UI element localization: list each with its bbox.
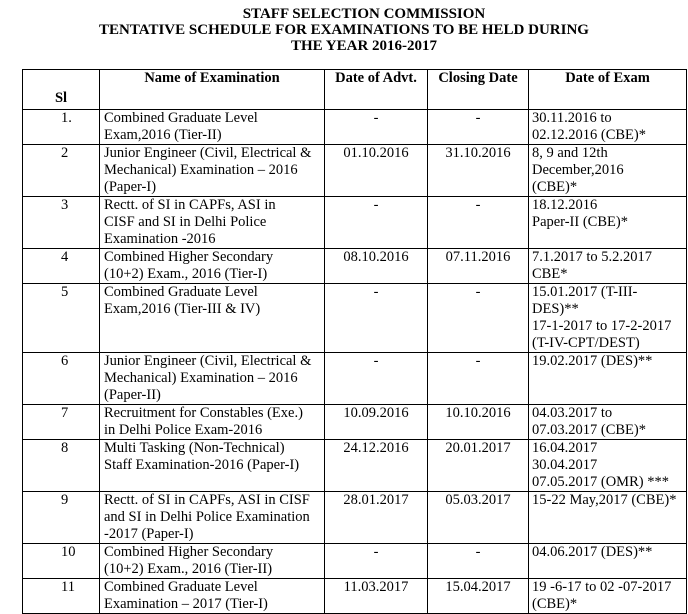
doc-title-line1: STAFF SELECTION COMMISSION — [242, 6, 486, 22]
cell-closing-date: 20.01.2017 — [428, 440, 529, 492]
cell-exam-date-line: 8, 9 and 12th — [532, 145, 608, 161]
cell-exam-name — [100, 284, 325, 353]
cell-exam-name-line: Multi Tasking (Non-Technical) — [104, 440, 285, 456]
cell-advt-date: 10.09.2016 — [325, 405, 428, 440]
cell-exam-date — [529, 249, 687, 284]
cell-exam-date — [529, 579, 687, 614]
cell-advt-date: 28.01.2017 — [325, 492, 428, 544]
cell-exam-date-line: 7.1.2017 to 5.2.2017 — [532, 249, 653, 265]
col-header-name: Name of Examination — [100, 70, 325, 110]
cell-exam-name-line: (Paper-II) — [104, 387, 161, 403]
cell-advt-date: - — [325, 353, 428, 405]
cell-sl: 9 — [23, 492, 100, 544]
cell-exam-name-line: Recruitment for Constables (Exe.) — [104, 405, 303, 421]
cell-exam-date-line: 07.05.2017 (OMR) *** — [532, 474, 669, 490]
cell-advt-date: - — [325, 110, 428, 145]
cell-exam-date-line: 04.03.2017 to — [532, 405, 613, 421]
table-row — [23, 284, 687, 353]
cell-exam-date-line: 30.04.2017 — [532, 457, 598, 473]
cell-exam-date-line: (T-IV-CPT/DEST) — [532, 335, 640, 351]
cell-exam-name-line: Combined Higher Secondary — [104, 249, 274, 265]
cell-exam-date — [529, 544, 687, 579]
cell-exam-date-line: Paper-II (CBE)* — [532, 214, 628, 230]
cell-exam-name-line: Junior Engineer (Civil, Electrical & — [104, 353, 312, 369]
cell-exam-name-line: Exam,2016 (Tier-II) — [104, 127, 222, 143]
cell-exam-name — [100, 145, 325, 197]
cell-exam-date — [529, 284, 687, 353]
table-row — [23, 249, 687, 284]
cell-closing-date: - — [428, 544, 529, 579]
doc-title-line2: TENTATIVE SCHEDULE FOR EXAMINATIONS TO BE HELD DURING — [99, 22, 589, 38]
cell-exam-name — [100, 405, 325, 440]
col-header-advt: Date of Advt. — [325, 70, 428, 110]
cell-exam-date-line: 30.11.2016 to — [532, 110, 612, 126]
table-row — [23, 440, 687, 492]
cell-exam-date-line: 04.06.2017 (DES)** — [532, 544, 653, 560]
cell-closing-date: 07.11.2016 — [428, 249, 529, 284]
cell-exam-name-line: (Paper-I) — [104, 179, 157, 195]
cell-advt-date: - — [325, 197, 428, 249]
cell-sl: 2 — [23, 145, 100, 197]
cell-exam-name-line: in Delhi Police Exam-2016 — [104, 422, 263, 438]
cell-exam-name-line: Rectt. of SI in CAPFs, ASI in CISF — [104, 492, 310, 508]
table-row — [23, 544, 687, 579]
cell-exam-name — [100, 110, 325, 145]
cell-advt-date: 08.10.2016 — [325, 249, 428, 284]
cell-exam-date-line: (CBE)* — [532, 596, 578, 612]
cell-exam-name-line: (10+2) Exam., 2016 (Tier-I) — [104, 266, 268, 282]
cell-closing-date: - — [428, 284, 529, 353]
cell-closing-date: 10.10.2016 — [428, 405, 529, 440]
cell-exam-name — [100, 353, 325, 405]
cell-exam-name-line: Combined Graduate Level — [104, 579, 258, 595]
table-body — [23, 110, 687, 614]
cell-exam-name-line: Examination – 2017 (Tier-I) — [104, 596, 268, 612]
cell-advt-date: - — [325, 284, 428, 353]
cell-exam-date-line: 16.04.2017 — [532, 440, 598, 456]
cell-exam-date — [529, 440, 687, 492]
cell-exam-name — [100, 492, 325, 544]
cell-exam-date-line: 15.01.2017 (T-III- — [532, 284, 638, 300]
cell-sl: 1. — [23, 110, 100, 145]
cell-sl: 5 — [23, 284, 100, 353]
cell-exam-name-line: (10+2) Exam., 2016 (Tier-II) — [104, 561, 273, 577]
cell-exam-name-line: CISF and SI in Delhi Police — [104, 214, 267, 230]
cell-sl: 6 — [23, 353, 100, 405]
cell-closing-date: 15.04.2017 — [428, 579, 529, 614]
table-row — [23, 579, 687, 614]
cell-sl: 11 — [23, 579, 100, 614]
cell-exam-name-line: Combined Higher Secondary — [104, 544, 274, 560]
cell-exam-name-line: and SI in Delhi Police Examination — [104, 509, 310, 525]
doc-title-line3: THE YEAR 2016-2017 — [290, 38, 438, 54]
cell-exam-name-line: -2017 (Paper-I) — [104, 526, 194, 542]
cell-closing-date: - — [428, 353, 529, 405]
table-header-row — [23, 70, 687, 110]
cell-exam-date-line: CBE* — [532, 266, 568, 282]
cell-exam-name — [100, 544, 325, 579]
cell-closing-date: - — [428, 197, 529, 249]
cell-advt-date: 01.10.2016 — [325, 145, 428, 197]
cell-advt-date: - — [325, 544, 428, 579]
cell-exam-date-line: 18.12.2016 — [532, 197, 598, 213]
cell-exam-date-line: 02.12.2016 (CBE)* — [532, 127, 646, 143]
cell-exam-date — [529, 197, 687, 249]
table-row — [23, 145, 687, 197]
col-header-closing: Closing Date — [428, 70, 529, 110]
cell-exam-date-line: December,2016 — [532, 162, 624, 178]
cell-exam-date-line: 19.02.2017 (DES)** — [532, 353, 653, 369]
cell-exam-date — [529, 145, 687, 197]
cell-exam-name — [100, 197, 325, 249]
cell-exam-name-line: Examination -2016 — [104, 231, 216, 247]
cell-exam-name-line: Combined Graduate Level — [104, 284, 258, 300]
cell-exam-name — [100, 440, 325, 492]
cell-sl: 4 — [23, 249, 100, 284]
cell-exam-name-line: Mechanical) Examination – 2016 — [104, 162, 298, 178]
cell-exam-date-line: DES)** — [532, 301, 579, 317]
cell-exam-date — [529, 353, 687, 405]
table-row — [23, 353, 687, 405]
cell-exam-name-line: Combined Graduate Level — [104, 110, 258, 126]
cell-sl: 8 — [23, 440, 100, 492]
cell-closing-date: 05.03.2017 — [428, 492, 529, 544]
cell-exam-date-line: (CBE)* — [532, 179, 578, 195]
cell-exam-date-line: 07.03.2017 (CBE)* — [532, 422, 646, 438]
cell-exam-date — [529, 492, 687, 544]
cell-exam-name-line: Mechanical) Examination – 2016 — [104, 370, 298, 386]
exam-schedule-table — [22, 69, 687, 614]
cell-sl: 10 — [23, 544, 100, 579]
cell-advt-date: 24.12.2016 — [325, 440, 428, 492]
cell-advt-date: 11.03.2017 — [325, 579, 428, 614]
cell-exam-name — [100, 579, 325, 614]
cell-exam-date — [529, 405, 687, 440]
cell-closing-date: - — [428, 110, 529, 145]
table-row — [23, 405, 687, 440]
cell-exam-name-line: Junior Engineer (Civil, Electrical & — [104, 145, 312, 161]
table-row — [23, 492, 687, 544]
cell-exam-date — [529, 110, 687, 145]
cell-exam-name-line: Staff Examination-2016 (Paper-I) — [104, 457, 300, 473]
cell-exam-date-line: 17-1-2017 to 17-2-2017 — [532, 318, 672, 334]
cell-sl: 3 — [23, 197, 100, 249]
col-header-exam-date: Date of Exam — [529, 70, 687, 110]
cell-sl: 7 — [23, 405, 100, 440]
cell-exam-name-line: Exam,2016 (Tier-III & IV) — [104, 301, 261, 317]
cell-exam-name-line: Rectt. of SI in CAPFs, ASI in — [104, 197, 276, 213]
cell-closing-date: 31.10.2016 — [428, 145, 529, 197]
cell-exam-name — [100, 249, 325, 284]
table-row — [23, 110, 687, 145]
cell-exam-date-line: 19 -6-17 to 02 -07-2017 — [532, 579, 672, 595]
col-header-sl: Sl — [23, 70, 100, 110]
table-row — [23, 197, 687, 249]
cell-exam-date-line: 15-22 May,2017 (CBE)* — [532, 492, 677, 508]
